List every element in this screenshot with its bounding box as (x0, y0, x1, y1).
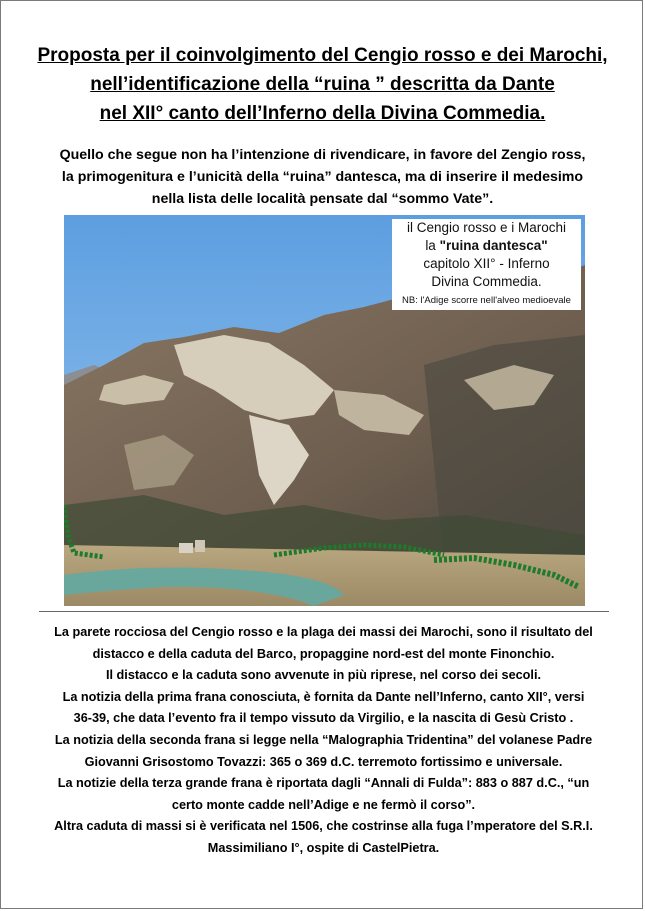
body-line: Giovanni Grisostomo Tovazzi: 365 o 369 d.C. terremoto fortissimo e universale. (84, 754, 563, 769)
intro-line: nella lista delle località pensate dal “sommo Vate”. (151, 191, 494, 207)
body-line: Altra caduta di massi si è verificata nel 1506, che costrinse alla fuga l’mperatore del S.R.I. (54, 819, 593, 834)
caption-prefix: la (425, 238, 440, 253)
title-line: nel XII° canto dell’Inferno della Divina Commedia. (99, 103, 546, 124)
intro-line: Quello che segue non ha l’intenzione di rivendicare, in favore del Zengio ross, (59, 147, 586, 163)
caption-line: il Cengio rosso e i Marochi (406, 220, 567, 235)
intro-line: la primogenitura e l’unicità della “ruina” dantesca, ma di inserire il medesimo (61, 169, 584, 185)
caption-line (392, 237, 581, 255)
body-line: certo monte cadde nell’Adige e ne fermò il corso”. (171, 797, 476, 812)
body-line: Massimiliano I°, ospite di CastelPietra. (207, 840, 440, 855)
divider (39, 611, 609, 612)
body-line: distacco e della caduta del Barco, propaggine nord-est del monte Finonchio. (92, 646, 555, 661)
caption-line: Divina Commedia. (431, 274, 542, 289)
body-line: La notizie della terza grande frana è riportata dagli “Annali di Fulda”: 883 o 887 d.C., “un (57, 776, 590, 791)
body-line: Il distacco e la caduta sono avvenute in più riprese, nel corso dei secoli. (105, 668, 542, 683)
document-title (21, 41, 624, 128)
body-line: La notizia della seconda frana si legge nella “Malographia Tridentina” del volanese Padre (54, 732, 593, 747)
intro-paragraph (21, 144, 624, 210)
body-line: 36-39, che data l’evento fra il tempo vissuto da Virgilio, e la nascita di Gesù Cristo . (73, 711, 574, 726)
body-line: La notizia della prima frana conosciuta, è fornita da Dante nell’Inferno, canto XII°, versi (62, 689, 585, 704)
caption-bold: "ruina dantesca" (439, 238, 548, 253)
title-line: nell’identificazione della “ruina ” descritta da Dante (90, 74, 555, 95)
body-line: La parete rocciosa del Cengio rosso e la plaga dei massi dei Marochi, sono il risultato del (54, 625, 593, 639)
title-line: Proposta per il coinvolgimento del Cengio rosso e dei Marochi, (37, 45, 608, 66)
caption-line: capitolo XII° - Inferno (423, 256, 550, 271)
caption-note: NB: l'Adige scorre nell'alveo medioevale (402, 295, 571, 306)
body-paragraph (23, 622, 624, 860)
photo-caption (392, 219, 581, 310)
